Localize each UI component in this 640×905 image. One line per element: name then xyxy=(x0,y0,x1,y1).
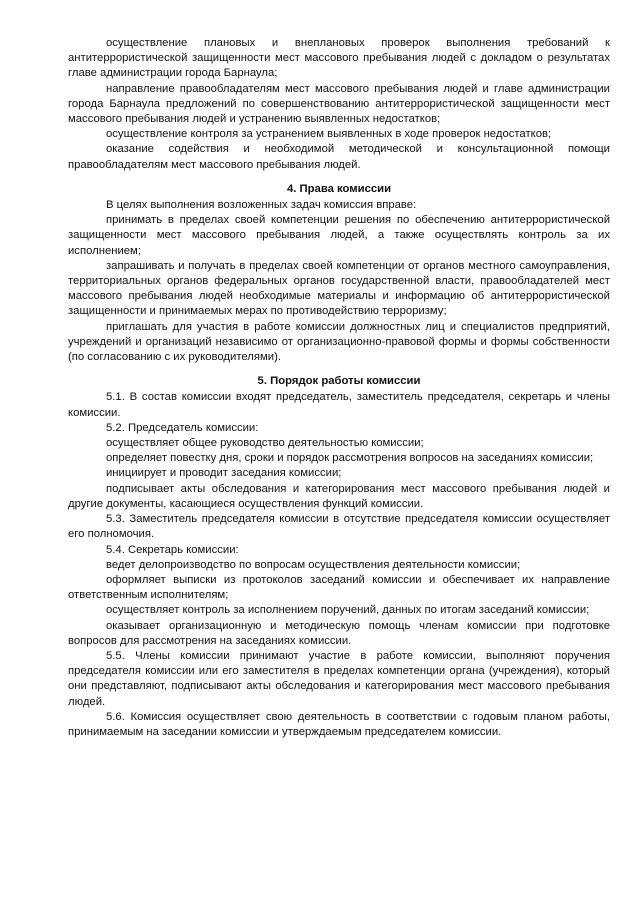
paragraph: оформляет выписки из протоколов заседаний комиссии и обеспечивает их направление ответственным исполнителям; xyxy=(68,573,610,602)
paragraph: ведет делопроизводство по вопросам осуществления деятельности комиссии; xyxy=(106,558,521,571)
section-heading: 4. Права комиссии xyxy=(286,182,392,195)
paragraph: 5.2. Председатель комиссии: xyxy=(106,421,259,434)
document-page xyxy=(68,36,610,740)
paragraph: 5.6. Комиссия осуществляет свою деятельность в соответствии с годовым планом работы, принимаемым на заседании комиссии и утверждаемым председателем комиссии. xyxy=(68,710,610,738)
paragraph: 5.1. В состав комиссии входят председатель, заместитель председателя, секретарь и члены комиссии. xyxy=(68,391,610,419)
paragraph: запрашивать и получать в пределах своей компетенции от органов местного самоуправления, территориальных органов федеральных органов государственной власти, правообладателей мест массового пребывания людей необходимые материалы и информацию об антитеррористической защищенности и принимаемых мерах по противодействию терроризму; xyxy=(68,259,610,318)
paragraph: принимать в пределах своей компетенции решения по обеспечению антитеррористической защищенности мест массового пребывания людей, а также осуществлять контроль за их исполнением; xyxy=(68,214,610,257)
paragraph: осуществляет контроль за исполнением поручений, данных по итогам заседаний комиссии; xyxy=(106,604,590,617)
paragraph: 5.5. Члены комиссии принимают участие в работе комиссии, выполняют поручения председателя комиссии или его заместителя в пределах компетенции органа (учреждения), который они представляют, подписывают акты обследования и категорирования мест массового пребывания людей. xyxy=(68,649,610,708)
paragraph: 5.4. Секретарь комиссии: xyxy=(106,543,239,556)
paragraph: приглашать для участия в работе комиссии должностных лиц и специалистов предприятий, учреждений и организаций независимо от организационно-правовой формы и формы собственности (по согласованию с их руководителями). xyxy=(68,320,610,364)
section-rights xyxy=(68,182,610,365)
paragraph: подписывает акты обследования и категорирования мест массового пребывания людей и другие документы, касающиеся осуществления функций комиссии. xyxy=(68,482,610,510)
paragraph: осуществляет общее руководство деятельностью комиссии; xyxy=(106,437,424,450)
paragraph: инициирует и проводит заседания комиссии; xyxy=(106,467,342,480)
paragraph: определяет повестку дня, сроки и порядок рассмотрения вопросов на заседаниях комиссии; xyxy=(106,452,594,465)
paragraph: осуществление плановых и внеплановых проверок выполнения требований к антитеррористической защищенности мест массового пребывания людей с докладом о результатах главе администрации города Барнаула; xyxy=(68,37,610,80)
section-heading: 5. Порядок работы комиссии xyxy=(257,375,421,388)
paragraph: направление правообладателям мест массового пребывания людей и главе администрации города Барнаула предложений по совершенствованию антитеррористической защищенности мест массового пребывания людей и устранению выявленных недостатков; xyxy=(68,82,610,126)
paragraph: оказание содействия и необходимой методической и консультационной помощи правообладателям мест массового пребывания людей. xyxy=(68,143,610,171)
paragraph: 5.3. Заместитель председателя комиссии в отсутствие председателя комиссии осуществляет его полномочия. xyxy=(68,513,610,541)
section-procedure xyxy=(68,374,610,740)
paragraph: В целях выполнения возложенных задач комиссия вправе: xyxy=(106,199,417,212)
paragraph: оказывает организационную и методическую помощь членам комиссии при подготовке вопросов для рассмотрения на заседаниях комиссии. xyxy=(68,619,610,647)
duties-list xyxy=(68,36,610,173)
paragraph: осуществление контроля за устранением выявленных в ходе проверок недостатков; xyxy=(106,128,552,141)
